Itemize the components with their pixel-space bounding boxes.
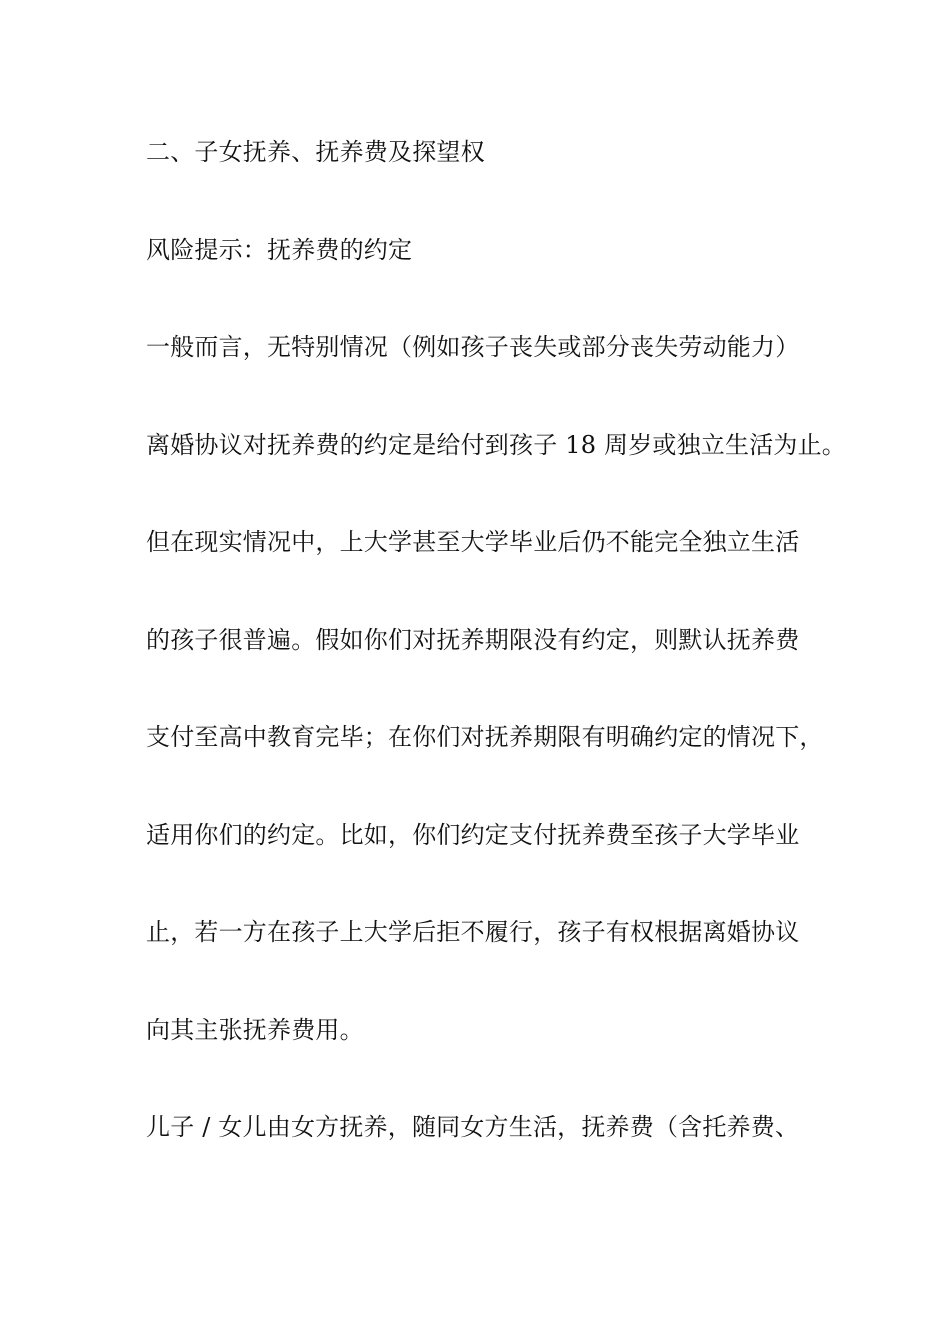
body-line: 儿子 / 女儿由女方抚养，随同女方生活，抚养费（含托养费、 [146,1113,800,1141]
body-line: 支付至高中教育完毕；在你们对抚养期限有明确约定的情况下， [146,723,824,751]
body-line: 的孩子很普遍。假如你们对抚养期限没有约定，则默认抚养费 [146,625,800,654]
risk-tip-heading: 风险提示：抚养费的约定 [146,235,413,264]
body-line: 向其主张抚养费用。 [146,1015,364,1044]
section-heading: 二、子女抚养、抚养费及探望权 [146,138,485,166]
body-line: 适用你们的约定。比如，你们约定支付抚养费至孩子大学毕业 [146,820,800,849]
body-line: 但在现实情况中，上大学甚至大学毕业后仍不能完全独立生活 [146,528,800,556]
body-line: 止，若一方在孩子上大学后拒不履行，孩子有权根据离婚协议 [146,918,800,946]
body-line: 离婚协议对抚养费的约定是给付到孩子 18 周岁或独立生活为止。 [146,430,846,459]
document-body [146,134,846,1207]
body-line: 一般而言，无特别情况（例如孩子丧失或部分丧失劳动能力） [146,333,800,361]
